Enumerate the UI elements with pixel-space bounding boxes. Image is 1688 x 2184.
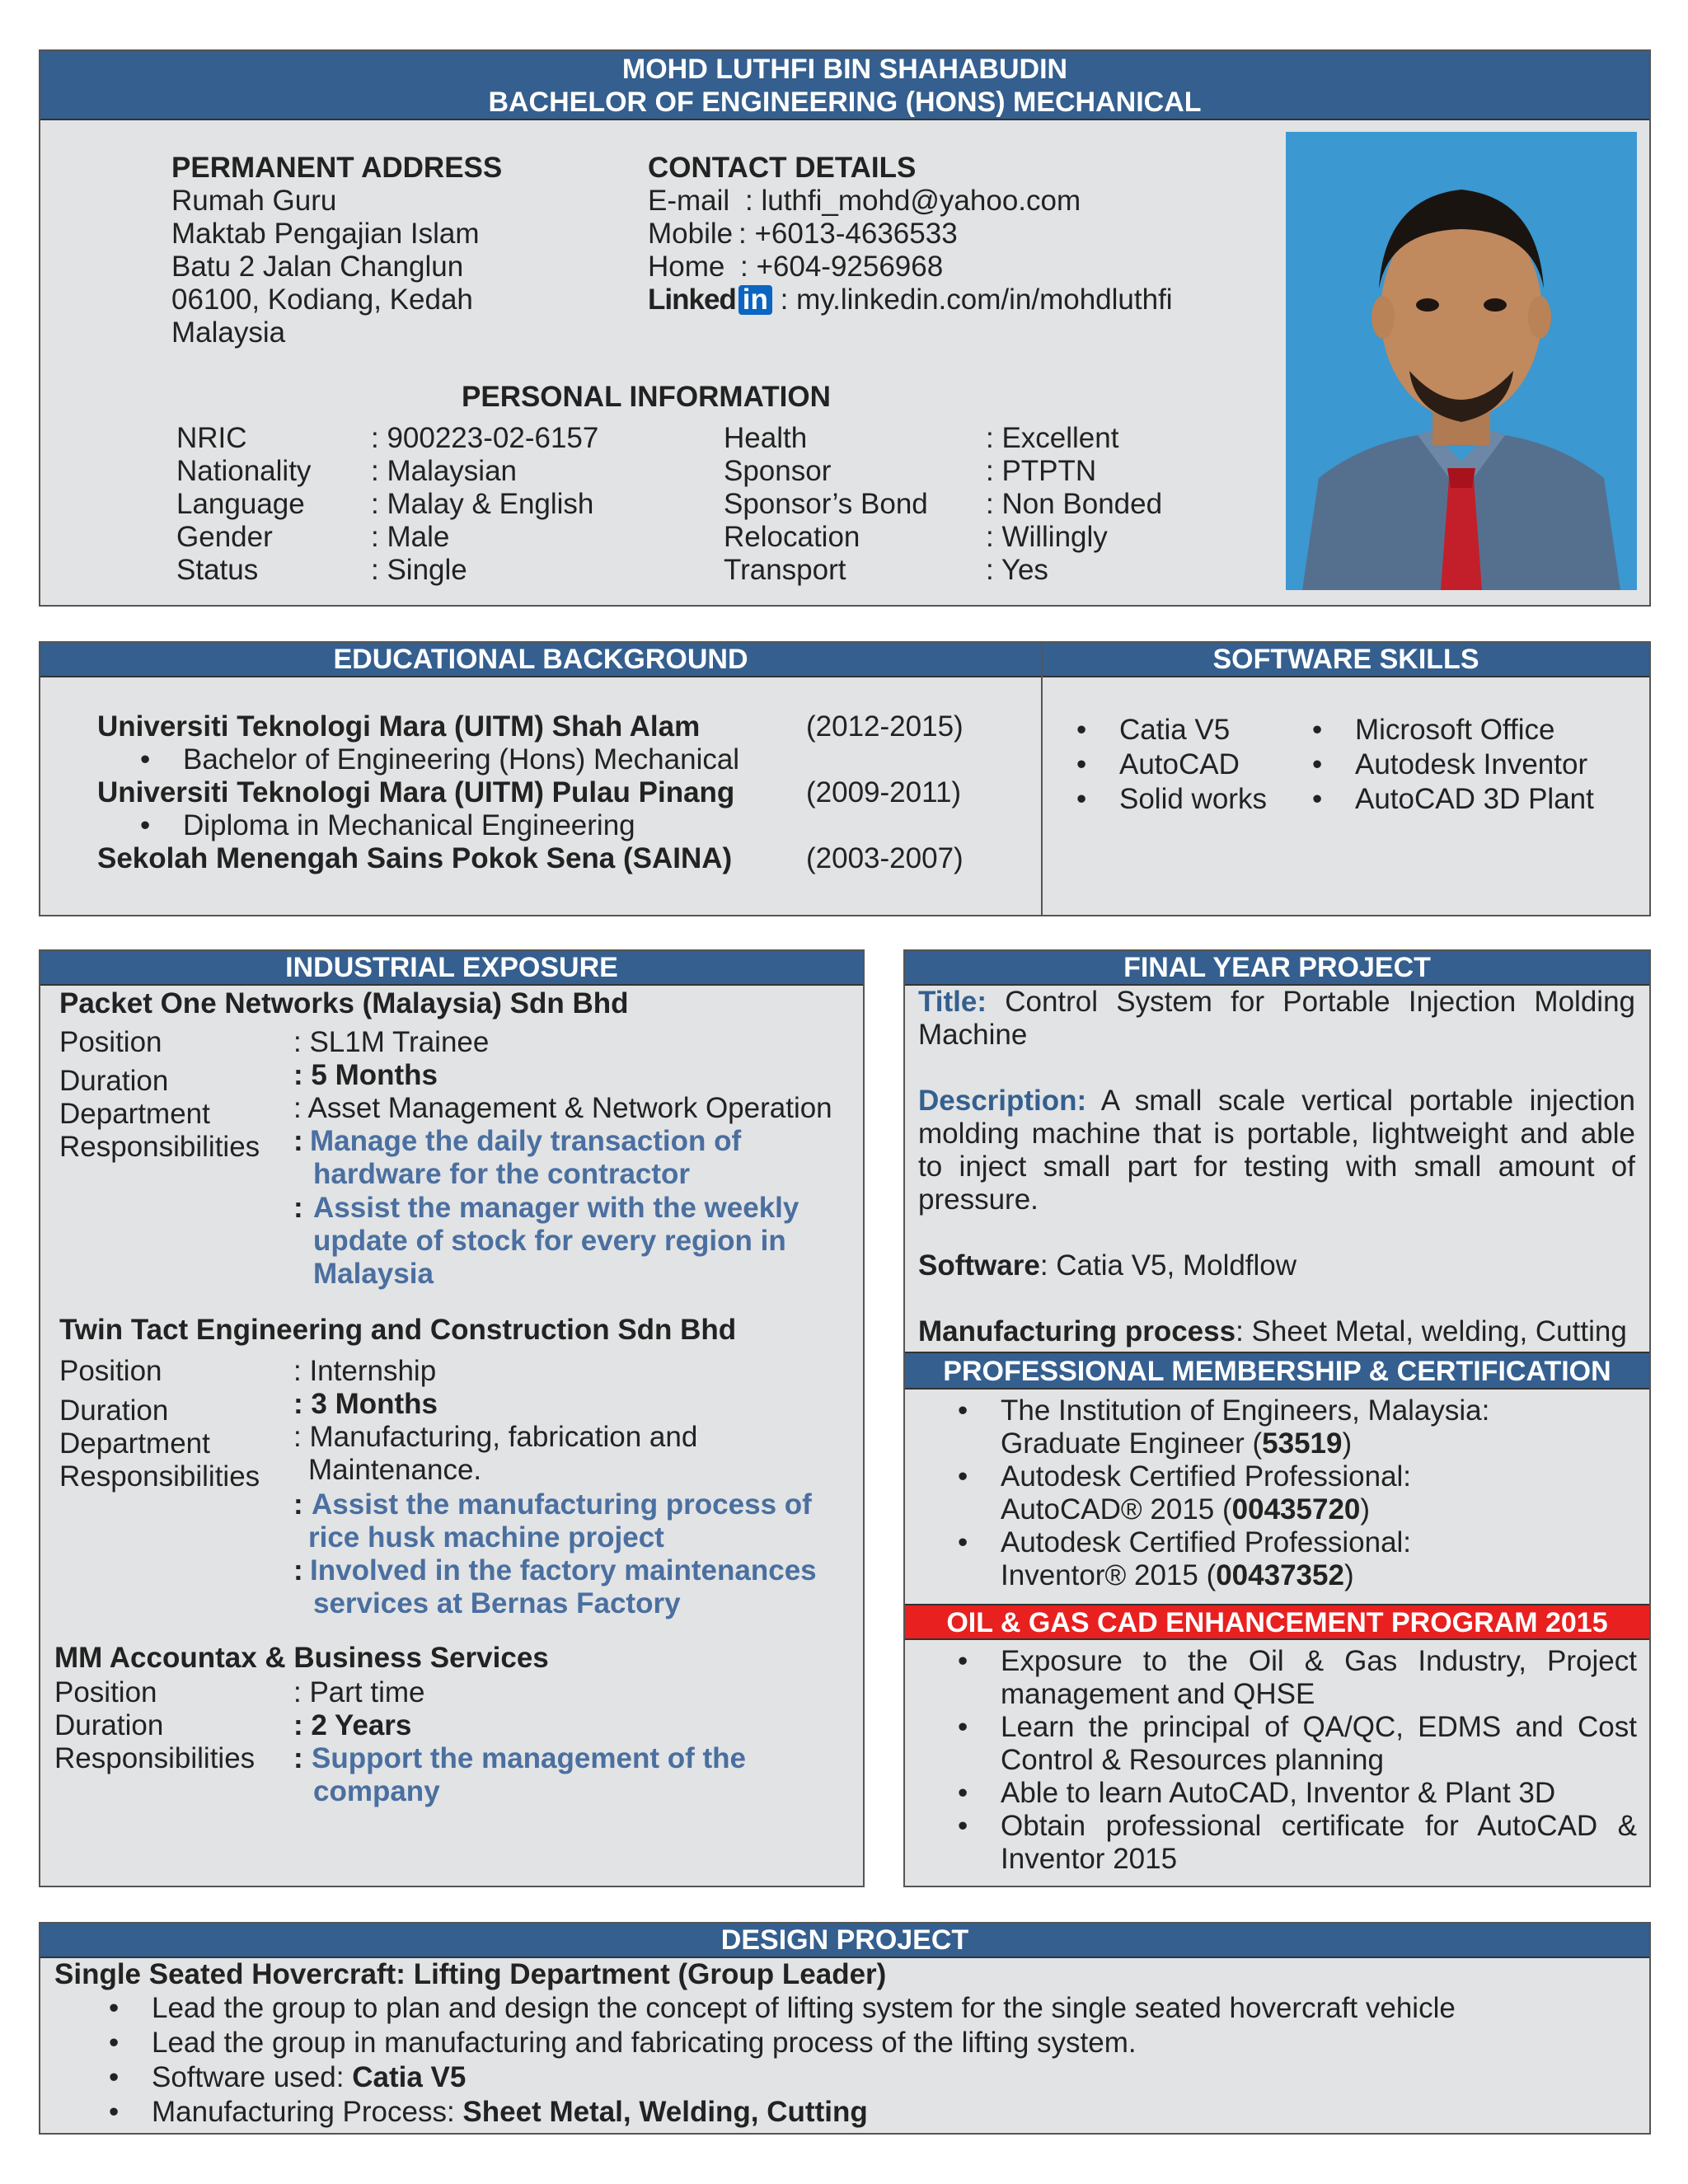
responsibility-colon: : bbox=[293, 1125, 303, 1157]
responsibility-colon: : bbox=[293, 1554, 303, 1586]
software-item: • AutoCAD 3D Plant bbox=[1294, 782, 1594, 817]
company-name: Twin Tact Engineering and Construction Sdn Bhd bbox=[59, 1314, 737, 1346]
education-list bbox=[97, 710, 1020, 875]
duration-value: : 5 Months bbox=[293, 1059, 438, 1091]
oilgas-item: • Able to learn AutoCAD, Inventor & Plant 3D bbox=[940, 1777, 1637, 1810]
design-item: • Lead the group in manufacturing and fabricating process of the lifting system. bbox=[91, 2026, 1637, 2060]
info-value: : Male bbox=[371, 521, 450, 553]
school-name: Sekolah Menengah Sains Pokok Sena (SAINA) bbox=[97, 842, 733, 874]
software-item: • Solid works bbox=[1058, 782, 1267, 817]
info-label: Health bbox=[724, 422, 808, 454]
responsibility-text: update of stock for every region in bbox=[313, 1225, 786, 1257]
profile-photo bbox=[1286, 132, 1637, 590]
info-value: : Yes bbox=[986, 554, 1048, 586]
info-value: : PTPTN bbox=[986, 455, 1097, 487]
responsibility-text: Malaysia bbox=[313, 1258, 434, 1290]
position-value: : SL1M Trainee bbox=[293, 1026, 490, 1058]
education-detail: • Bachelor of Engineering (Hons) Mechanical bbox=[122, 743, 1020, 776]
school-name: Universiti Teknologi Mara (UITM) Shah Alam bbox=[97, 710, 701, 743]
responsibility-text: rice husk machine project bbox=[308, 1521, 664, 1554]
membership-header: PROFESSIONAL MEMBERSHIP & CERTIFICATION bbox=[905, 1352, 1649, 1390]
position-label: Position bbox=[59, 1355, 162, 1387]
personal-info-right bbox=[724, 422, 1268, 587]
responsibility-colon: : bbox=[293, 1742, 303, 1774]
address-line: 06100, Kodiang, Kedah bbox=[171, 284, 473, 316]
info-value: : Malay & English bbox=[371, 488, 594, 520]
oilgas-list bbox=[940, 1645, 1637, 1876]
permanent-address bbox=[171, 152, 502, 349]
fyp-manufacturing: Manufacturing process: Sheet Metal, welding, Cutting bbox=[918, 1315, 1627, 1347]
personal-info-title: PERSONAL INFORMATION bbox=[462, 381, 831, 413]
linkedin-url[interactable]: : my.linkedin.com/in/mohdluthfi bbox=[780, 284, 1173, 316]
candidate-degree: BACHELOR OF ENGINEERING (HONS) MECHANICAL bbox=[488, 87, 1202, 118]
department-label: Department bbox=[59, 1098, 210, 1130]
company-name: Packet One Networks (Malaysia) Sdn Bhd bbox=[59, 987, 629, 1019]
email-value[interactable]: : luthfi_mohd@yahoo.com bbox=[745, 185, 1081, 217]
address-line: Malaysia bbox=[171, 316, 286, 349]
duration-value: : 2 Years bbox=[293, 1709, 412, 1741]
school-years: (2003-2007) bbox=[806, 842, 964, 874]
info-label: Transport bbox=[724, 554, 846, 586]
info-value: : Excellent bbox=[986, 422, 1119, 454]
education-detail: • Diploma in Mechanical Engineering bbox=[122, 809, 1020, 842]
responsibility-text: Involved in the factory maintenances bbox=[310, 1554, 817, 1586]
responsibility-text: Support the management of the bbox=[312, 1742, 746, 1774]
position-label: Position bbox=[59, 1026, 162, 1058]
candidate-name: MOHD LUTHFI BIN SHAHABUDIN bbox=[621, 54, 1068, 85]
school-years: (2012-2015) bbox=[806, 710, 964, 743]
contact-title: CONTACT DETAILS bbox=[648, 152, 917, 184]
membership-item: • The Institution of Engineers, Malaysia: Graduate Engineer (53519) bbox=[940, 1394, 1632, 1460]
address-line: Rumah Guru bbox=[171, 185, 337, 217]
duration-label: Duration bbox=[59, 1065, 169, 1097]
info-value: : Single bbox=[371, 554, 467, 586]
responsibility-colon: : bbox=[293, 1192, 303, 1224]
info-value: : Willingly bbox=[986, 521, 1108, 553]
responsibility-text: company bbox=[313, 1775, 440, 1807]
fyp-title: Title: Control System for Portable Injection Molding Machine bbox=[918, 986, 1635, 1051]
info-value: : 900223-02-6157 bbox=[371, 422, 599, 454]
address-title: PERMANENT ADDRESS bbox=[171, 152, 503, 184]
info-label: Language bbox=[176, 488, 305, 520]
responsibility-text: Assist the manager with the weekly bbox=[313, 1192, 799, 1224]
responsibilities-label: Responsibilities bbox=[59, 1460, 260, 1493]
info-value: : Non Bonded bbox=[986, 488, 1163, 520]
oilgas-item: • Obtain professional certificate for AutoCAD & Inventor 2015 bbox=[940, 1810, 1637, 1876]
home-label: Home bbox=[648, 251, 725, 283]
fyp-header: FINAL YEAR PROJECT bbox=[905, 951, 1649, 986]
fyp-content bbox=[918, 986, 1635, 1348]
software-item: • Microsoft Office bbox=[1294, 713, 1594, 748]
software-list-1 bbox=[1058, 713, 1267, 817]
info-label: Nationality bbox=[176, 455, 312, 487]
company-name: MM Accountax & Business Services bbox=[54, 1642, 549, 1674]
info-label: Relocation bbox=[724, 521, 860, 553]
responsibilities-label: Responsibilities bbox=[59, 1131, 260, 1163]
design-item: • Lead the group to plan and design the concept of lifting system for the single seated hovercraft vehicle bbox=[91, 1991, 1637, 2026]
software-item: • Autodesk Inventor bbox=[1294, 748, 1594, 782]
home-value: : +604-9256968 bbox=[740, 251, 944, 283]
fyp-software: Software: Catia V5, Moldflow bbox=[918, 1249, 1297, 1282]
department-value: Maintenance. bbox=[308, 1454, 482, 1486]
position-value: : Part time bbox=[293, 1676, 425, 1708]
software-header: SOFTWARE SKILLS bbox=[1043, 643, 1649, 677]
department-value: : Asset Management & Network Operation bbox=[293, 1092, 832, 1124]
education-header: EDUCATIONAL BACKGROUND bbox=[40, 643, 1041, 677]
design-header: DESIGN PROJECT bbox=[40, 1924, 1649, 1958]
portrait-image bbox=[1286, 132, 1637, 590]
fyp-description: Description: A small scale vertical portable injection molding machine that is portable, lightweight and able to inject small part for testing with small amount of pressure. bbox=[918, 1085, 1635, 1216]
responsibility-text: services at Bernas Factory bbox=[313, 1587, 681, 1619]
responsibility-colon: : bbox=[293, 1488, 303, 1521]
mobile-value: : +6013-4636533 bbox=[738, 218, 958, 250]
responsibility-text: hardware for the contractor bbox=[313, 1158, 691, 1190]
oilgas-header: OIL & GAS CAD ENHANCEMENT PROGRAM 2015 bbox=[905, 1604, 1649, 1640]
profile-header bbox=[40, 51, 1649, 120]
software-list-2 bbox=[1294, 713, 1594, 817]
address-line: Batu 2 Jalan Changlun bbox=[171, 251, 464, 283]
email-label: E-mail bbox=[648, 185, 730, 217]
oilgas-item: • Exposure to the Oil & Gas Industry, Project management and QHSE bbox=[940, 1645, 1637, 1711]
info-value: : Malaysian bbox=[371, 455, 518, 487]
membership-item: • Autodesk Certified Professional: AutoCAD® 2015 (00435720) bbox=[940, 1460, 1632, 1526]
info-label: Sponsor’s Bond bbox=[724, 488, 928, 520]
design-item: • Manufacturing Process: Sheet Metal, Welding, Cutting bbox=[91, 2095, 1637, 2130]
department-value: : Manufacturing, fabrication and bbox=[293, 1421, 698, 1453]
info-label: NRIC bbox=[176, 422, 247, 454]
industrial-header: INDUSTRIAL EXPOSURE bbox=[40, 951, 863, 986]
address-line: Maktab Pengajian Islam bbox=[171, 218, 480, 250]
duration-label: Duration bbox=[54, 1709, 164, 1741]
personal-info-left bbox=[176, 422, 712, 587]
contact-details bbox=[648, 152, 1274, 316]
linkedin-icon: Linked in bbox=[648, 284, 772, 316]
oilgas-item: • Learn the principal of QA/QC, EDMS and Cost Control & Resources planning bbox=[940, 1711, 1637, 1777]
design-content bbox=[54, 1958, 1637, 2130]
department-label: Department bbox=[59, 1427, 210, 1460]
responsibility-text: Manage the daily transaction of bbox=[310, 1125, 742, 1157]
membership-list bbox=[940, 1394, 1632, 1592]
position-label: Position bbox=[54, 1676, 157, 1708]
software-item: • Catia V5 bbox=[1058, 713, 1267, 748]
responsibilities-label: Responsibilities bbox=[54, 1742, 256, 1774]
position-value: : Internship bbox=[293, 1355, 437, 1387]
info-label: Gender bbox=[176, 521, 273, 553]
design-item: • Software used: Catia V5 bbox=[91, 2060, 1637, 2095]
responsibility-text: Assist the manufacturing process of bbox=[312, 1488, 812, 1521]
duration-value: : 3 Months bbox=[293, 1388, 438, 1420]
info-label: Sponsor bbox=[724, 455, 832, 487]
membership-item: • Autodesk Certified Professional: Inventor® 2015 (00437352) bbox=[940, 1526, 1632, 1592]
design-heading: Single Seated Hovercraft: Lifting Department (Group Leader) bbox=[54, 1958, 887, 1990]
school-years: (2009-2011) bbox=[806, 776, 962, 808]
duration-label: Duration bbox=[59, 1394, 169, 1427]
mobile-label: Mobile bbox=[648, 218, 734, 250]
software-item: • AutoCAD bbox=[1058, 748, 1267, 782]
info-label: Status bbox=[176, 554, 259, 586]
school-name: Universiti Teknologi Mara (UITM) Pulau Pinang bbox=[97, 776, 735, 808]
